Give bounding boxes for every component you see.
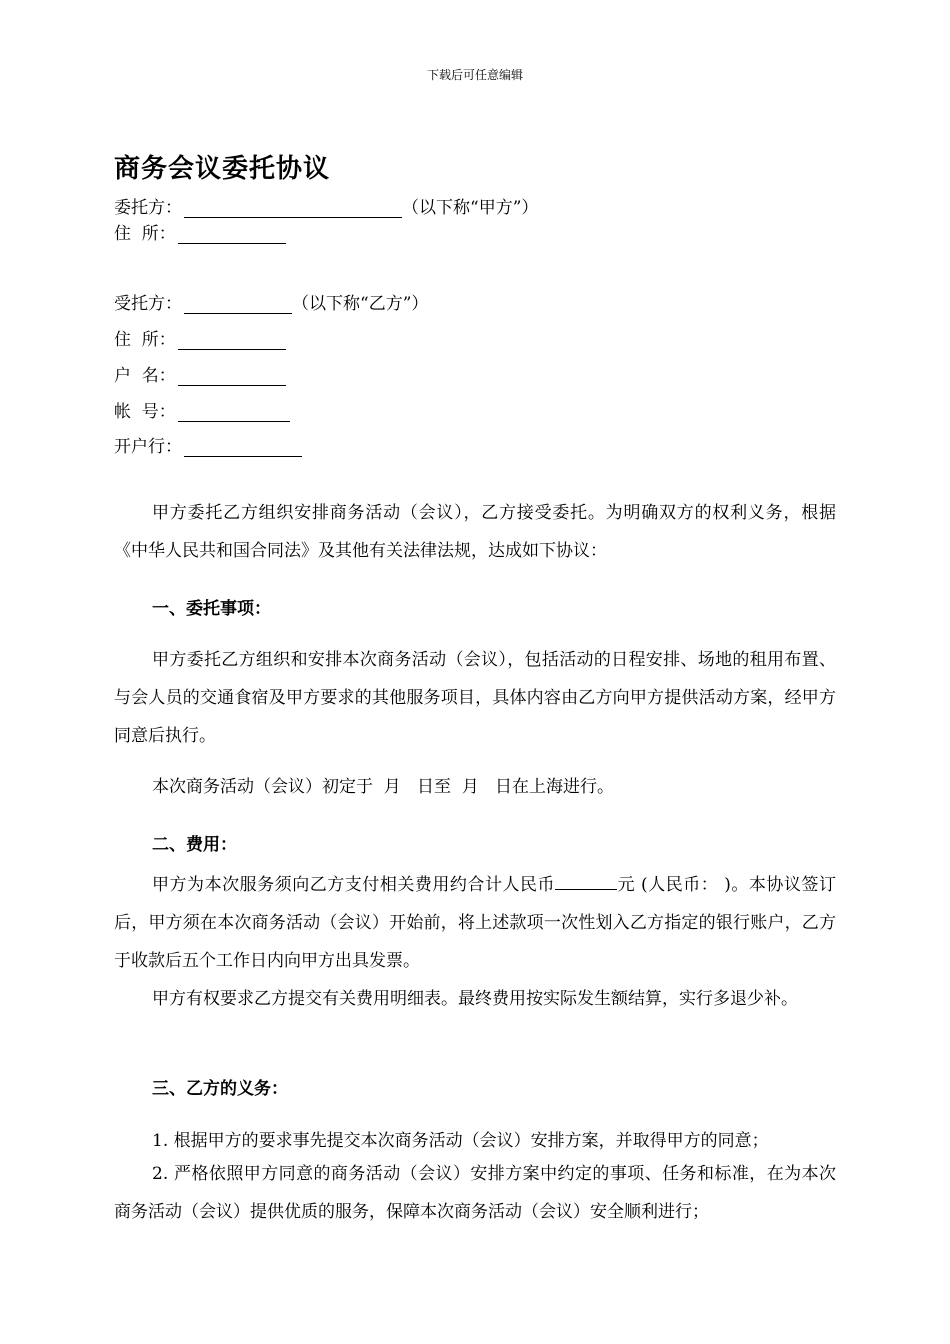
section-2-paragraph-2: 甲方有权要求乙方提交有关费用明细表。最终费用按实际发生额结算，实行多退少补。 <box>152 989 798 1009</box>
section-1-paragraph-2: 本次商务活动（会议）初定于 月 日至 月 日在上海进行。 <box>152 777 615 797</box>
party-b-blank <box>184 295 292 314</box>
party-a-blank <box>184 199 402 218</box>
section-2-title: 二、费用： <box>152 835 237 855</box>
account-no-blank <box>178 403 290 422</box>
party-a-address-label: 住 所： <box>114 224 176 244</box>
section-1-paragraph-1: 甲方委托乙方组织和安排本次商务活动（会议），包括活动的日程安排、场地的租用布置、与会人员的交通食宿及甲方要求的其他服务项目，具体内容由乙方向甲方提供活动方案，经甲方同意后执行。 <box>114 650 836 746</box>
account-name-label: 户 名： <box>114 366 176 386</box>
party-b-label: 受托方： <box>114 294 182 314</box>
party-b-address-label: 住 所： <box>114 330 176 350</box>
fee-text-b: 元 (人民币： )。本协议签订后，甲方须在本次商务活动（会议）开始前，将上述款项一次性划入乙方指定的银行账户，乙方于收款后五个工作日内向甲方出具发票。 <box>114 875 836 971</box>
page-header: 下载后可任意编辑 <box>426 68 523 82</box>
party-b-row <box>114 289 428 314</box>
party-a-suffix: （以下称“甲方”） <box>402 198 539 218</box>
party-b-address-blank <box>178 331 286 350</box>
intro-paragraph: 甲方委托乙方组织安排商务活动（会议），乙方接受委托。为明确双方的权利义务，根据《中华人民共和国合同法》及其他有关法律法规，达成如下协议： <box>114 503 836 561</box>
bank-row <box>114 432 302 457</box>
party-a-label: 委托方： <box>114 198 182 218</box>
fee-text-a: 甲方为本次服务须向乙方支付相关费用约合计人民币 <box>152 875 556 895</box>
account-no-label: 帐 号： <box>114 402 176 422</box>
section-1-title: 一、委托事项： <box>152 599 271 619</box>
section-3-title: 三、乙方的义务： <box>152 1079 288 1099</box>
account-name-blank <box>178 367 286 386</box>
party-a-row <box>114 193 538 218</box>
section-2-paragraph-1 <box>114 866 836 980</box>
party-b-address-row <box>114 325 286 350</box>
party-a-address-row <box>114 219 286 244</box>
bank-blank <box>184 438 302 457</box>
bank-label: 开户行： <box>114 437 182 457</box>
party-a-address-blank <box>178 225 286 244</box>
section-3-item-1: 1. 根据甲方的要求事先提交本次商务活动（会议）安排方案，并取得甲方的同意； <box>152 1131 769 1151</box>
section-3-item-2: 2. 严格依照甲方同意的商务活动（会议）安排方案中约定的事项、任务和标准，在为本次商务活动（会议）提供优质的服务，保障本次商务活动（会议）安全顺利进行； <box>114 1164 836 1222</box>
fee-amount-blank <box>555 871 617 890</box>
document-title: 商务会议委托协议 <box>114 154 331 184</box>
account-no-row <box>114 397 290 422</box>
account-name-row <box>114 361 286 386</box>
party-b-suffix: （以下称“乙方”） <box>292 294 429 314</box>
